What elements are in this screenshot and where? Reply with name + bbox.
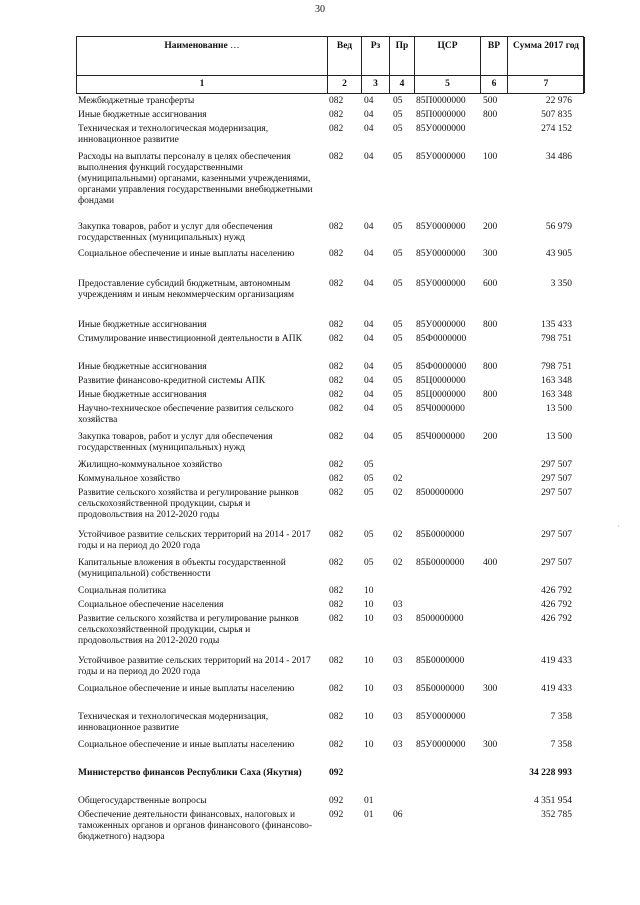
cell-sum: 297 507	[541, 530, 572, 540]
cell-csr: 85П0000000	[416, 96, 466, 106]
cell-rz: 04	[364, 376, 374, 386]
margin-mark: ·	[617, 522, 620, 531]
cell-vr: 500	[483, 96, 498, 106]
cell-csr: 85Б0000000	[416, 656, 465, 666]
cell-name: Социальное обеспечение и иные выплаты населению	[78, 249, 295, 259]
cell-rz: 05	[364, 530, 374, 540]
header-ved-label: Вед	[336, 41, 353, 51]
cell-sum: 163 348	[541, 376, 572, 386]
cell-name: Межбюджетные трансферты	[78, 96, 195, 106]
cell-sum: 163 348	[541, 390, 572, 400]
header-divider	[77, 75, 583, 76]
cell-name: Развитие сельского хозяйства и регулирование рынков сельскохозяйственной продукции, сырья и продовольствия на 2012-2020 годы	[78, 488, 299, 520]
cell-sum: 3 350	[550, 279, 572, 289]
cell-csr: 8500000000	[416, 614, 464, 624]
cell-ved: 082	[329, 712, 344, 722]
cell-ved: 092	[329, 810, 344, 820]
cell-rz: 10	[364, 684, 374, 694]
cell-rz: 05	[364, 474, 374, 484]
cell-pr: 03	[393, 712, 403, 722]
cell-ved: 082	[329, 152, 344, 162]
header-col-sum	[508, 37, 585, 93]
cell-csr: 85Ц0000000	[416, 376, 466, 386]
cell-name: Устойчивое развитие сельских территорий на 2014 - 2017 годы и на период до 2020 года	[78, 656, 311, 677]
cell-pr: 05	[393, 432, 403, 442]
cell-sum: 426 792	[541, 600, 572, 610]
header-col-csr	[415, 37, 481, 93]
cell-rz: 04	[364, 110, 374, 120]
cell-sum: 297 507	[541, 460, 572, 470]
cell-name: Социальная политика	[78, 586, 167, 596]
cell-sum: 798 751	[541, 362, 572, 372]
cell-rz: 04	[364, 404, 374, 414]
cell-pr: 03	[393, 614, 403, 624]
header-col-name	[77, 37, 328, 93]
cell-ved: 082	[329, 249, 344, 259]
cell-sum: 34 228 993	[529, 768, 572, 778]
cell-rz: 04	[364, 432, 374, 442]
cell-ved: 092	[329, 796, 344, 806]
cell-csr: 85У0000000	[416, 124, 466, 134]
cell-csr: 85Ч0000000	[416, 432, 465, 442]
header-sum-label: Сумма 2017 год	[513, 41, 579, 51]
cell-csr: 85Б0000000	[416, 558, 465, 568]
cell-ved: 082	[329, 279, 344, 289]
cell-sum: 297 507	[541, 474, 572, 484]
cell-rz: 04	[364, 249, 374, 259]
cell-rz: 04	[364, 320, 374, 330]
cell-sum: 22 976	[545, 96, 572, 106]
cell-sum: 34 486	[545, 152, 572, 162]
cell-name: Жилищно-коммунальное хозяйство	[78, 460, 223, 470]
cell-ved: 082	[329, 656, 344, 666]
cell-ved: 082	[329, 558, 344, 568]
cell-vr: 800	[483, 362, 498, 372]
cell-rz: 10	[364, 586, 374, 596]
cell-vr: 600	[483, 279, 498, 289]
cell-ved: 082	[329, 404, 344, 414]
cell-ved: 082	[329, 460, 344, 470]
cell-ved: 082	[329, 586, 344, 596]
cell-pr: 03	[393, 656, 403, 666]
cell-pr: 05	[393, 249, 403, 259]
cell-ved: 082	[329, 124, 344, 134]
header-col-rz	[362, 37, 390, 93]
header-vr-label: ВР	[487, 41, 501, 51]
cell-ved: 082	[329, 600, 344, 610]
cell-pr: 06	[393, 810, 403, 820]
cell-sum: 352 785	[541, 810, 572, 820]
cell-sum: 4 351 954	[534, 796, 572, 806]
cell-ved: 082	[329, 740, 344, 750]
cell-name: Коммунальное хозяйство	[78, 474, 181, 484]
cell-sum: 56 979	[545, 222, 572, 232]
cell-sum: 274 152	[541, 124, 572, 134]
cell-rz: 05	[364, 488, 374, 498]
cell-csr: 85Ч0000000	[416, 404, 465, 414]
cell-vr: 400	[483, 558, 498, 568]
cell-ved: 082	[329, 110, 344, 120]
cell-name: Капитальные вложения в объекты государственной (муниципальной) собственности	[78, 558, 286, 579]
cell-ved: 092	[329, 768, 344, 778]
cell-ved: 082	[329, 684, 344, 694]
cell-name: Закупка товаров, работ и услуг для обеспечения государственных (муниципальных) нужд	[78, 222, 273, 243]
cell-vr: 800	[483, 110, 498, 120]
cell-pr: 05	[393, 334, 403, 344]
cell-pr: 05	[393, 152, 403, 162]
cell-ved: 082	[329, 96, 344, 106]
cell-rz: 04	[364, 390, 374, 400]
cell-pr: 05	[393, 222, 403, 232]
cell-name: Развитие финансово-кредитной системы АПК	[78, 376, 266, 386]
cell-csr: 85У0000000	[416, 222, 466, 232]
cell-vr: 300	[483, 249, 498, 259]
cell-rz: 04	[364, 124, 374, 134]
cell-pr: 05	[393, 390, 403, 400]
header-num-3: 3	[373, 79, 378, 89]
cell-ved: 082	[329, 488, 344, 498]
cell-name: Стимулирование инвестиционной деятельности в АПК	[78, 334, 302, 344]
cell-pr: 03	[393, 600, 403, 610]
cell-rz: 01	[364, 796, 374, 806]
cell-ved: 082	[329, 390, 344, 400]
header-num-7: 7	[543, 79, 549, 89]
cell-name: Предоставление субсидий бюджетным, автономным учреждениям и иным некоммерческим организациям	[78, 279, 295, 300]
cell-pr: 05	[393, 110, 403, 120]
cell-name: Общегосударственные вопросы	[78, 796, 207, 806]
page-number: 30	[315, 4, 325, 15]
cell-pr: 02	[393, 474, 403, 484]
cell-rz: 04	[364, 96, 374, 106]
cell-rz: 10	[364, 712, 374, 722]
cell-vr: 800	[483, 320, 498, 330]
cell-name: Развитие сельского хозяйства и регулирование рынков сельскохозяйственной продукции, сырья и продовольствия на 2012-2020 годы	[78, 614, 299, 646]
cell-name: Научно-техническое обеспечение развития сельского хозяйства	[78, 404, 294, 425]
cell-vr: 300	[483, 740, 498, 750]
cell-sum: 297 507	[541, 558, 572, 568]
cell-sum: 419 433	[541, 684, 572, 694]
cell-vr: 100	[483, 152, 498, 162]
header-name-label: Наименование	[164, 41, 228, 51]
cell-pr: 05	[393, 320, 403, 330]
cell-sum: 7 358	[550, 740, 572, 750]
table-header	[76, 36, 584, 94]
header-num-2: 2	[342, 79, 347, 89]
cell-rz: 10	[364, 614, 374, 624]
cell-name: Закупка товаров, работ и услуг для обеспечения государственных (муниципальных) нужд	[78, 432, 273, 453]
cell-rz: 01	[364, 810, 374, 820]
cell-vr: 800	[483, 390, 498, 400]
cell-name: Расходы на выплаты персоналу в целях обеспечения выполнения функций государственными (муниципальными) органами, казенными учреждениями, органами управления государственными внебюджетными фондами	[78, 152, 313, 206]
cell-csr: 85У0000000	[416, 320, 466, 330]
cell-sum: 13 500	[545, 432, 572, 442]
cell-ved: 082	[329, 334, 344, 344]
cell-ved: 082	[329, 474, 344, 484]
cell-ved: 082	[329, 320, 344, 330]
cell-csr: 85У0000000	[416, 249, 466, 259]
cell-csr: 8500000000	[416, 488, 464, 498]
cell-rz: 04	[364, 334, 374, 344]
header-num-1: 1	[199, 79, 205, 89]
cell-csr: 85Ф0000000	[416, 334, 467, 344]
header-num-5: 5	[445, 79, 450, 89]
cell-sum: 507 835	[541, 110, 572, 120]
cell-rz: 05	[364, 558, 374, 568]
cell-name: Социальное обеспечение и иные выплаты населению	[78, 740, 295, 750]
cell-csr: 85У0000000	[416, 712, 466, 722]
cell-name: Иные бюджетные ассигнования	[78, 390, 207, 400]
cell-ved: 082	[329, 614, 344, 624]
cell-sum: 798 751	[541, 334, 572, 344]
header-col-ved	[328, 37, 362, 93]
cell-pr: 02	[393, 488, 403, 498]
header-num-6: 6	[491, 79, 497, 89]
cell-rz: 04	[364, 222, 374, 232]
cell-csr: 85Ц0000000	[416, 390, 466, 400]
cell-csr: 85У0000000	[416, 740, 466, 750]
cell-vr: 200	[483, 432, 498, 442]
header-num-4: 4	[399, 79, 405, 89]
cell-pr: 03	[393, 740, 403, 750]
header-csr-label: ЦСР	[437, 41, 458, 51]
header-col-vr	[481, 37, 508, 93]
cell-csr: 85П0000000	[416, 110, 466, 120]
cell-pr: 05	[393, 96, 403, 106]
cell-ved: 082	[329, 530, 344, 540]
cell-sum: 419 433	[541, 656, 572, 666]
cell-name: Иные бюджетные ассигнования	[78, 110, 207, 120]
cell-rz: 05	[364, 460, 374, 470]
cell-pr: 05	[393, 404, 403, 414]
cell-rz: 10	[364, 600, 374, 610]
cell-pr: 05	[393, 124, 403, 134]
header-name-suffix: …	[230, 41, 240, 51]
cell-ved: 082	[329, 222, 344, 232]
cell-sum: 7 358	[550, 712, 572, 722]
cell-ved: 082	[329, 362, 344, 372]
cell-csr: 85Б0000000	[416, 684, 465, 694]
cell-rz: 04	[364, 279, 374, 289]
cell-rz: 10	[364, 656, 374, 666]
cell-csr: 85У0000000	[416, 152, 466, 162]
cell-rz: 04	[364, 362, 374, 372]
cell-vr: 200	[483, 222, 498, 232]
cell-sum: 13 500	[545, 404, 572, 414]
cell-pr: 05	[393, 279, 403, 289]
cell-csr: 85Ф0000000	[416, 362, 467, 372]
cell-vr: 300	[483, 684, 498, 694]
cell-sum: 426 792	[541, 586, 572, 596]
cell-name: Обеспечение деятельности финансовых, налоговых и таможенных органов и органов финансового (финансово-бюджетного) надзора	[78, 810, 313, 842]
cell-rz: 04	[364, 152, 374, 162]
cell-pr: 02	[393, 558, 403, 568]
cell-name: Устойчивое развитие сельских территорий на 2014 - 2017 годы и на период до 2020 года	[78, 530, 311, 551]
cell-ved: 082	[329, 432, 344, 442]
cell-name: Министерство финансов Республики Саха (Якутия)	[78, 768, 302, 778]
cell-sum: 297 507	[541, 488, 572, 498]
cell-csr: 85Б0000000	[416, 530, 465, 540]
cell-sum: 135 433	[541, 320, 572, 330]
cell-name: Иные бюджетные ассигнования	[78, 320, 207, 330]
cell-pr: 03	[393, 684, 403, 694]
cell-name: Социальное обеспечение и иные выплаты населению	[78, 684, 295, 694]
cell-name: Техническая и технологическая модернизация, инновационное развитие	[78, 712, 269, 733]
cell-pr: 05	[393, 362, 403, 372]
header-rz-label: Рз	[370, 41, 381, 51]
cell-pr: 02	[393, 530, 403, 540]
cell-pr: 05	[393, 376, 403, 386]
header-pr-label: Пр	[395, 41, 409, 51]
cell-sum: 43 905	[545, 249, 572, 259]
cell-name: Иные бюджетные ассигнования	[78, 362, 207, 372]
cell-name: Социальное обеспечение населения	[78, 600, 224, 610]
cell-rz: 10	[364, 740, 374, 750]
cell-sum: 426 792	[541, 614, 572, 624]
cell-name: Техническая и технологическая модернизация, инновационное развитие	[78, 124, 269, 145]
cell-ved: 082	[329, 376, 344, 386]
cell-csr: 85У0000000	[416, 279, 466, 289]
header-col-pr	[390, 37, 415, 93]
